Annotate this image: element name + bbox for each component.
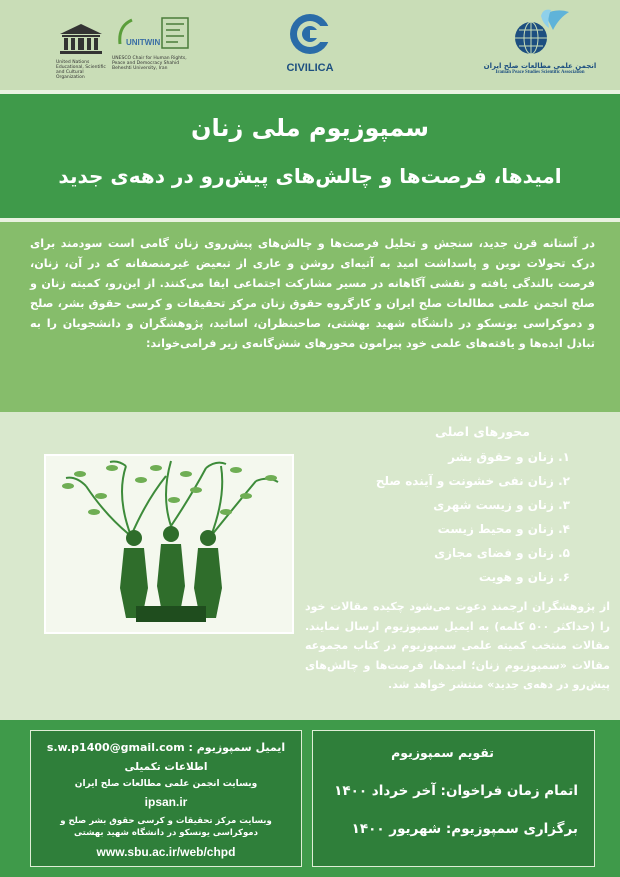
unesco-caption: United Nations Educational, Scientific and Cultural Organization [56,60,106,80]
center-site-label: وبسایت مرکز تحقیقات و کرسی حقوق بشر صلح و دموکراسی یونسکو در دانشگاه شهید بهشتی [60,816,272,838]
ipss-name-fa: انجمن علمی مطالعات صلح ایران [483,62,597,70]
ipss-logo [470,8,610,88]
logo-strip [0,0,620,90]
axis-item: ۱. زنان و حقوق بشر [448,450,570,464]
contact-box [30,730,302,867]
axis-item: ۵. زنان و فضای مجازی [434,546,570,560]
call-for-papers: از پژوهشگران ارجمند دعوت می‌شود چکیده مقالات خود را (حداکثر ۵۰۰ کلمه) به ایمیل سمپوزیوم ارسال نمایند. مقالات منتخب کمیته علمی سمپوزیوم در کتاب مجموعه مقالات «سمپوزیوم زنان؛ امیدها، فرصت‌ها و چالش‌های پیش‌رو در دهه‌ی جدید» منتشر خواهد شد. [305,600,610,691]
unitwin-emblem-icon [112,14,192,54]
unitwin-logo [112,14,192,80]
footer-band [0,720,620,877]
symposium-email[interactable]: s.w.p1400@gmail.com : ایمیل سمپوزیوم [46,741,286,754]
unesco-temple-icon [56,22,106,56]
call-deadline: اتمام زمان فراخوان: آخر خرداد ۱۴۰۰ [334,783,578,799]
calendar-box [312,730,595,867]
intro-paragraph: در آستانه قرن جدید، سنجش و تحلیل فرصت‌ها و چالش‌های پیش‌روی زنان گامی است سودمند برای درک تحولات نوین و پاسداشت امید به آتیه‌ای روشن و عاری از تبعیض غیرمنصفانه که در آن، زنان، فرصت بالندگی یافته و نقشی آگاهانه در مسیر مشارکت اجتماعی ایفا می‌کنند. از این‌رو، کمیته زنان و صلح انجمن علمی مطالعات صلح ایران و کارگروه حقوق زنان مرکز تحقیقات و کرسی حقوق بشر، صلح و دموکراسی یونسکو در دانشگاه شهید بهشتی، صاحبنظران، اساتید، پژوهشگران و دانشجویان را به تبادل ایده‌ها و یافته‌های علمی خود پیرامون محورهای شش‌گانه‌ی زیر فرامی‌خواند: [30,237,595,350]
globe-dove-icon [505,8,575,58]
unitwin-label: UNITWIN [126,38,161,47]
calendar-title: تقویم سمپوزیوم [391,745,494,760]
unitwin-caption: UNESCO Chair for Human Rights, Peace and Democracy Shahid Beheshti University, Iran [112,56,187,71]
axis-item: ۲. زنان نفی خشونت و آینده صلح [375,474,570,488]
more-info-heading: اطلاعات تکمیلی [124,761,208,773]
main-section [0,412,620,720]
civilica-label: CIVILICA [286,62,334,74]
page-title: سمپوزیوم ملی زنان [191,114,429,142]
page-subtitle: امیدها، فرصت‌ها و چالش‌های پیش‌رو در دهه‌ی جدید [58,164,562,188]
axis-item: ۶. زنان و هویت [478,570,570,584]
ipss-site-label: وبسایت انجمن علمی مطالعات صلح ایران [74,779,258,789]
women-tree-illustration [44,454,294,634]
axis-item: ۳. زنان و زیست شهری [433,498,570,512]
axes-title: محورهای اصلی [434,424,530,439]
symposium-date: برگزاری سمپوزیوم: شهریور ۱۴۰۰ [351,821,578,837]
civilica-logo [280,12,340,78]
center-link[interactable]: www.sbu.ac.ir/web/chpd [96,845,236,859]
unesco-logo [56,22,106,82]
intro-band [0,222,620,412]
civilica-c-icon [288,12,332,56]
ipss-link[interactable]: ipsan.ir [144,795,188,809]
ipss-name-en: Iranian Peace Studies Scientific Association [495,70,585,75]
axis-item: ۴. زنان و محیط زیست [437,522,570,536]
tree-women-image [46,456,292,632]
title-band [0,90,620,222]
main-axes [320,424,590,589]
